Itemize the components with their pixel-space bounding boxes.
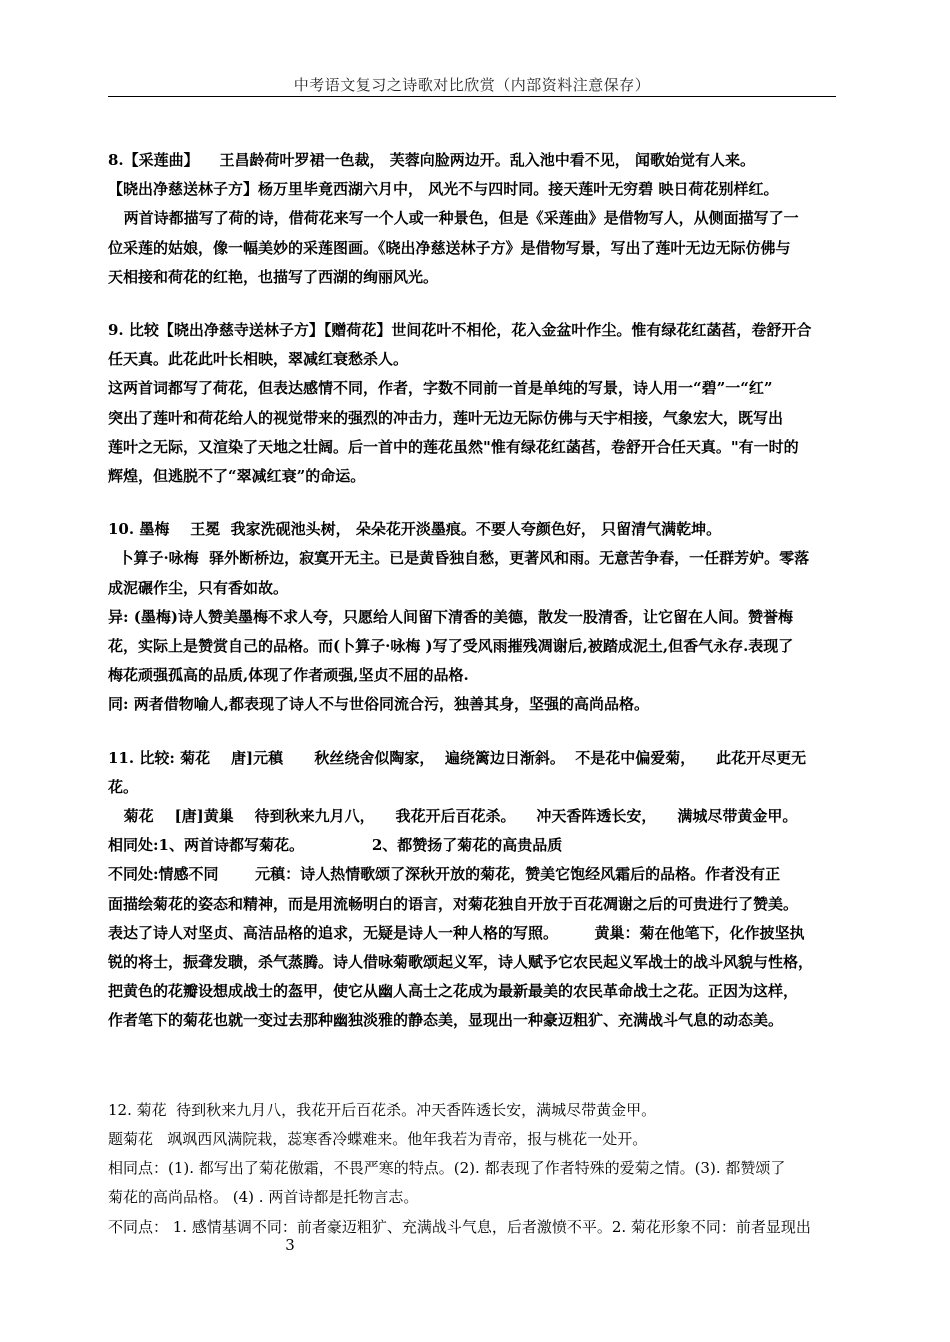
text-line: 题菊花 飒飒西风满院栽，蕊寒香冷蝶难来。他年我若为青帝，报与桃花一处开。 xyxy=(108,1129,648,1148)
text-line: 相同处:1、两首诗都写菊花。 2、都赞扬了菊花的高贵品质 xyxy=(108,836,563,855)
text-line: 相同点：(1). 都写出了菊花傲霜，不畏严寒的特点。(2). 都表现了作者特殊的爱菊之情。(3). 都赞颂了 xyxy=(108,1159,786,1178)
text-line: 8.【采莲曲】 王昌龄荷叶罗裙一色裁， 芙蓉向脸两边开。乱入池中看不见， 闻歌始觉有人来。 xyxy=(108,151,755,169)
page-header: 中考语文复习之诗歌对比欣赏（内部资料注意保存） xyxy=(293,76,651,94)
text-line: 12. 菊花 待到秋来九月八，我花开后百花杀。冲天香阵透长安，满城尽带黄金甲。 xyxy=(108,1100,657,1119)
section-gap xyxy=(108,292,844,316)
section-8 xyxy=(108,146,844,292)
text-line: 莲叶之无际，又渲染了天地之壮阔。后一首中的莲花虽然"惟有绿花红菡萏，卷舒开合任天真。"有一时的 xyxy=(108,437,799,456)
text-line: 作者笔下的菊花也就一变过去那种幽独淡雅的静态美，显现出一种豪迈粗犷、充满战斗气息的动态美。 xyxy=(108,1011,784,1030)
section-gap xyxy=(108,1036,844,1096)
text-line: 两首诗都描写了荷的诗，借荷花来写一个人或一种景色，但是《采莲曲》是借物写人，从侧面描写了一 xyxy=(108,209,799,228)
text-line: 9. 比较【晓出净慈寺送林子方】【赠荷花】世间花叶不相伦，花入金盆叶作尘。惟有绿花红菡萏，卷舒开合 xyxy=(108,321,812,340)
text-line: 异: (墨梅)诗人赞美墨梅不求人夸，只愿给人间留下清香的美德，散发一股清香，让它留在人间。赞誉梅 xyxy=(108,607,793,626)
text-line: 表达了诗人对坚贞、高洁品格的追求，无疑是诗人一种人格的写照。 黄巢：菊在他笔下，化作披坚执 xyxy=(108,923,805,942)
document-body xyxy=(108,146,844,1242)
page-number: 3 xyxy=(285,1236,295,1254)
section-gap xyxy=(108,491,844,515)
section-gap xyxy=(108,720,844,744)
text-line: 不同处:情感不同 元稹：诗人热情歌颂了深秋开放的菊花，赞美它饱经风霜后的品格。作者没有正 xyxy=(108,865,781,884)
text-line: 【晓出净慈送林子方】杨万里毕竟西湖六月中， 风光不与四时同。接天莲叶无穷碧 映日荷花别样红。 xyxy=(108,180,779,199)
text-line: 卜算子·咏梅 驿外断桥边，寂寞开无主。已是黄昏独自愁，更著风和雨。无意苦争春，一任群芳妒。零落 xyxy=(108,549,810,568)
text-line: 花。 xyxy=(108,777,139,796)
text-line: 菊花的高尚品格。 (4) . 两首诗都是托物言志。 xyxy=(108,1188,419,1207)
text-line: 任天真。此花此叶长相映，翠减红衰愁杀人。 xyxy=(108,350,409,369)
header-rule xyxy=(108,96,836,97)
text-line: 把黄色的花瓣设想成战士的盔甲，使它从幽人高士之花成为最新最美的农民革命战士之花。正因为这样， xyxy=(108,982,799,1001)
text-line: 菊花 [唐]黄巢 待到秋来九月八， 我花开后百花杀。 冲天香阵透长安， 满城尽带黄金甲。 xyxy=(108,807,798,826)
text-line: 梅花顽强孤高的品质,体现了作者顽强,坚贞不屈的品格. xyxy=(108,666,469,685)
section-11 xyxy=(108,744,844,1036)
text-line: 天相接和荷花的红艳，也描写了西湖的绚丽风光。 xyxy=(108,267,439,286)
section-12 xyxy=(108,1096,844,1242)
text-line: 锐的将士，振聋发聩，杀气蒸腾。诗人借咏菊歌颂起义军，诗人赋予它农民起义军战士的战斗风貌与性格， xyxy=(108,953,814,972)
section-9 xyxy=(108,316,844,491)
text-line: 10. 墨梅 王冕 我家洗砚池头树， 朵朵花开淡墨痕。不要人夸颜色好， 只留清气满乾坤。 xyxy=(108,520,722,539)
text-line: 不同点： 1. 感情基调不同：前者豪迈粗犷、充满战斗气息，后者激愤不平。2. 菊花形象不同：前者显现出 xyxy=(108,1217,811,1236)
text-line: 成泥碾作尘，只有香如故。 xyxy=(108,578,289,597)
section-10 xyxy=(108,515,844,719)
text-line: 花，实际上是赞赏自己的品格。而(卜算子·咏梅 )写了受风雨摧残凋谢后,被踏成泥土,但香气永存.表现了 xyxy=(108,637,794,656)
text-line: 突出了莲叶和荷花给人的视觉带来的强烈的冲击力，莲叶无边无际仿佛与天宇相接，气象宏大，既写出 xyxy=(108,408,784,427)
text-line: 这两首词都写了荷花，但表达感情不同，作者，字数不同前一首是单纯的写景，诗人用一“碧”一“红” xyxy=(108,379,773,398)
text-line: 辉煌，但逃脱不了“翠减红衰”的命运。 xyxy=(108,467,366,486)
text-line: 11. 比较: 菊花 唐]元稹 秋丝绕舍似陶家， 遍绕篱边日渐斜。 不是花中偏爱菊， 此花开尽更无 xyxy=(108,748,807,767)
text-line: 同: 两者借物喻人,都表现了诗人不与世俗同流合污，独善其身，坚强的高尚品格。 xyxy=(108,695,649,714)
text-line: 面描绘菊花的姿态和精神，而是用流畅明白的语言，对菊花独自开放于百花凋谢之后的可贵进行了赞美。 xyxy=(108,894,799,913)
text-line: 位采莲的姑娘，像一幅美妙的采莲图画。《晓出净慈送林子方》是借物写景，写出了莲叶无边无际仿佛与 xyxy=(108,238,791,257)
